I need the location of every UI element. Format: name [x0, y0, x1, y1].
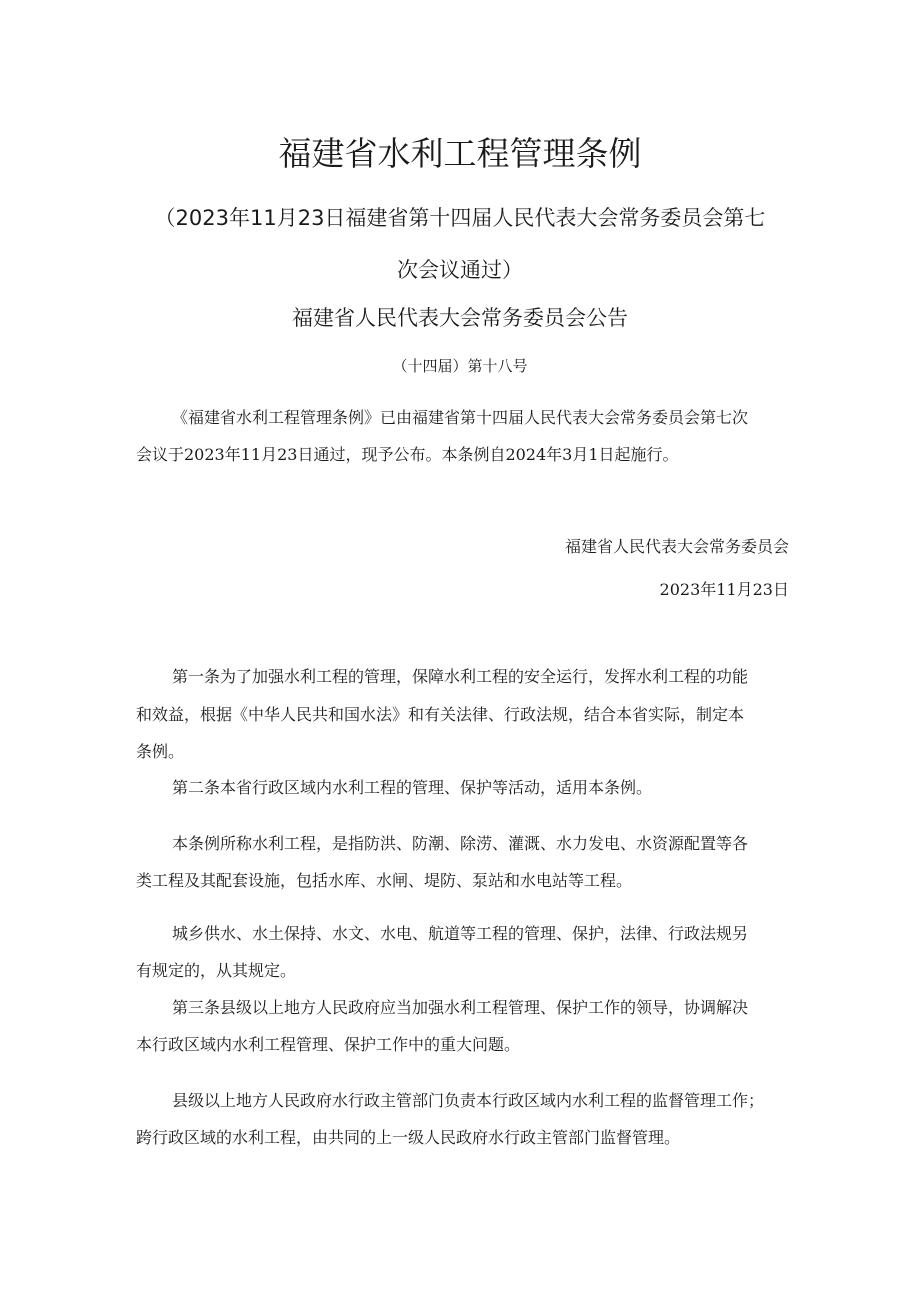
document-title: 福建省水利工程管理条例	[278, 134, 642, 173]
article-2-para2-line1: 本条例所称水利工程，是指防洪、防潮、除涝、灌溉、水力发电、水资源配置等各	[172, 834, 749, 853]
article-3-line1: 第三条县级以上地方人民政府应当加强水利工程管理、保护工作的领导，协调解决	[172, 998, 749, 1017]
article-1-line1: 第一条为了加强水利工程的管理，保障水利工程的安全运行，发挥水利工程的功能	[172, 667, 749, 686]
announcement-number: （十四届）第十八号	[392, 357, 528, 375]
article-3-para2-line2: 跨行政区域的水利工程，由共同的上一级人民政府水行政主管部门监督管理。	[136, 1128, 681, 1147]
article-2-para3-line2: 有规定的，从其规定。	[136, 961, 297, 980]
article-2-para2-line2: 类工程及其配套设施，包括水库、水闸、堤防、泵站和水电站等工程。	[136, 871, 633, 890]
article-2-line1: 第二条本省行政区域内水利工程的管理、保护等活动，适用本条例。	[172, 778, 653, 797]
announcement-body-line2: 会议于2023年11月23日通过，现予公布。本条例自2024年3月1日起施行。	[136, 445, 679, 464]
issue-date: 2023年11月23日	[659, 580, 789, 599]
article-3-para2-line1: 县级以上地方人民政府水行政主管部门负责本行政区域内水利工程的监督管理工作；	[172, 1091, 765, 1110]
article-1-line3: 条例。	[136, 742, 185, 761]
announcement-body-line1: 《福建省水利工程管理条例》已由福建省第十四届人民代表大会常务委员会第七次	[172, 408, 749, 427]
announcement-title: 福建省人民代表大会常务委员会公告	[292, 306, 628, 330]
adoption-note-line1: （2023年11月23日福建省第十四届人民代表大会常务委员会第七	[154, 206, 766, 230]
article-2-para3-line1: 城乡供水、水土保持、水文、水电、航道等工程的管理、保护，法律、行政法规另	[172, 924, 749, 943]
article-1-line2: 和效益，根据《中华人民共和国水法》和有关法律、行政法规，结合本省实际，制定本	[136, 705, 745, 724]
article-3-line2: 本行政区域内水利工程管理、保护工作中的重大问题。	[136, 1035, 521, 1054]
issuer: 福建省人民代表大会常务委员会	[564, 537, 789, 556]
adoption-note-line2: 次会议通过）	[397, 258, 523, 282]
